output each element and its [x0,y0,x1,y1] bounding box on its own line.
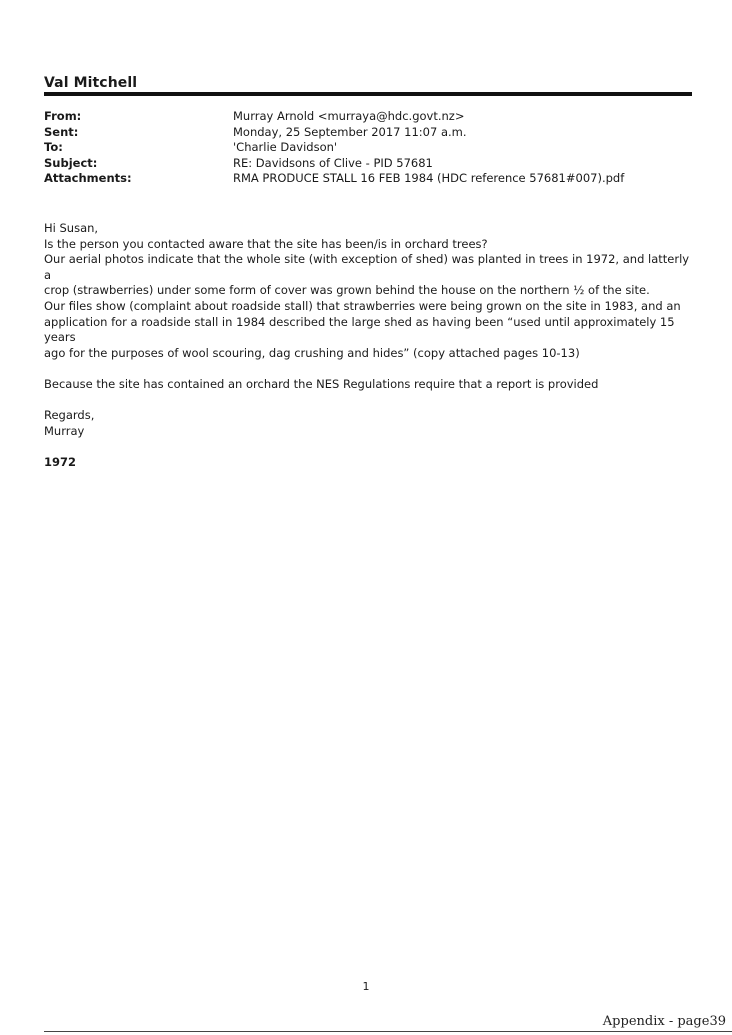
page-number: 1 [362,980,370,993]
sign-off: Regards, [44,408,95,423]
header-row-subject [44,156,684,172]
attachment-filename: RMA PRODUCE STALL 16 FEB 1984 (HDC reference 57681#007).pdf [233,171,625,186]
signature: Murray [44,423,85,438]
appendix-page-label: Appendix - page39 [602,1014,726,1029]
from-value: Murray Arnold <murraya@hdc.govt.nz> [233,109,465,123]
from-label: From: [44,109,82,123]
header-row-sent [44,125,684,141]
header-divider [44,92,692,96]
body-line: Our aerial photos indicate that the whole site (with exception of shed) was planted in trees in 1972, and latterly a [44,252,690,282]
footer-divider [44,1031,732,1032]
body-line: application for a roadside stall in 1984 described the large shed as having been “used until approximately 15 years [44,314,675,345]
header-row-from [44,109,684,125]
email-header-fields [44,109,684,187]
header-row-attachments [44,171,684,187]
year-label: 1972 [44,454,77,469]
email-body [44,221,694,471]
body-line: Our files show (complaint about roadside stall) that strawberries were being grown on the site in 1983, and an [44,298,681,313]
sent-value: Monday, 25 September 2017 11:07 a.m. [233,124,467,139]
nes-statement: Because the site has contained an orchard the NES Regulations require that a report is provided [44,376,599,391]
to-label: To: [44,140,63,155]
body-line: ago for the purposes of wool scouring, dag crushing and hides” (copy attached pages 10-13) [44,345,580,360]
body-line: Is the person you contacted aware that the site has been/is in orchard trees? [44,236,488,251]
subject-label: Subject: [44,155,98,170]
sent-label: Sent: [44,124,79,139]
greeting: Hi Susan, [44,221,99,235]
header-row-to [44,140,684,156]
subject-value: RE: Davidsons of Clive - PID 57681 [233,155,433,170]
to-value: 'Charlie Davidson' [233,140,338,155]
paragraph-gap [44,393,694,409]
paragraph-gap [44,439,694,455]
paragraph-gap [44,361,694,377]
sender-name: Val Mitchell [44,75,138,91]
attachments-label: Attachments: [44,171,132,186]
body-line: crop (strawberries) under some form of cover was grown behind the house on the northern ½ of the site. [44,283,650,298]
